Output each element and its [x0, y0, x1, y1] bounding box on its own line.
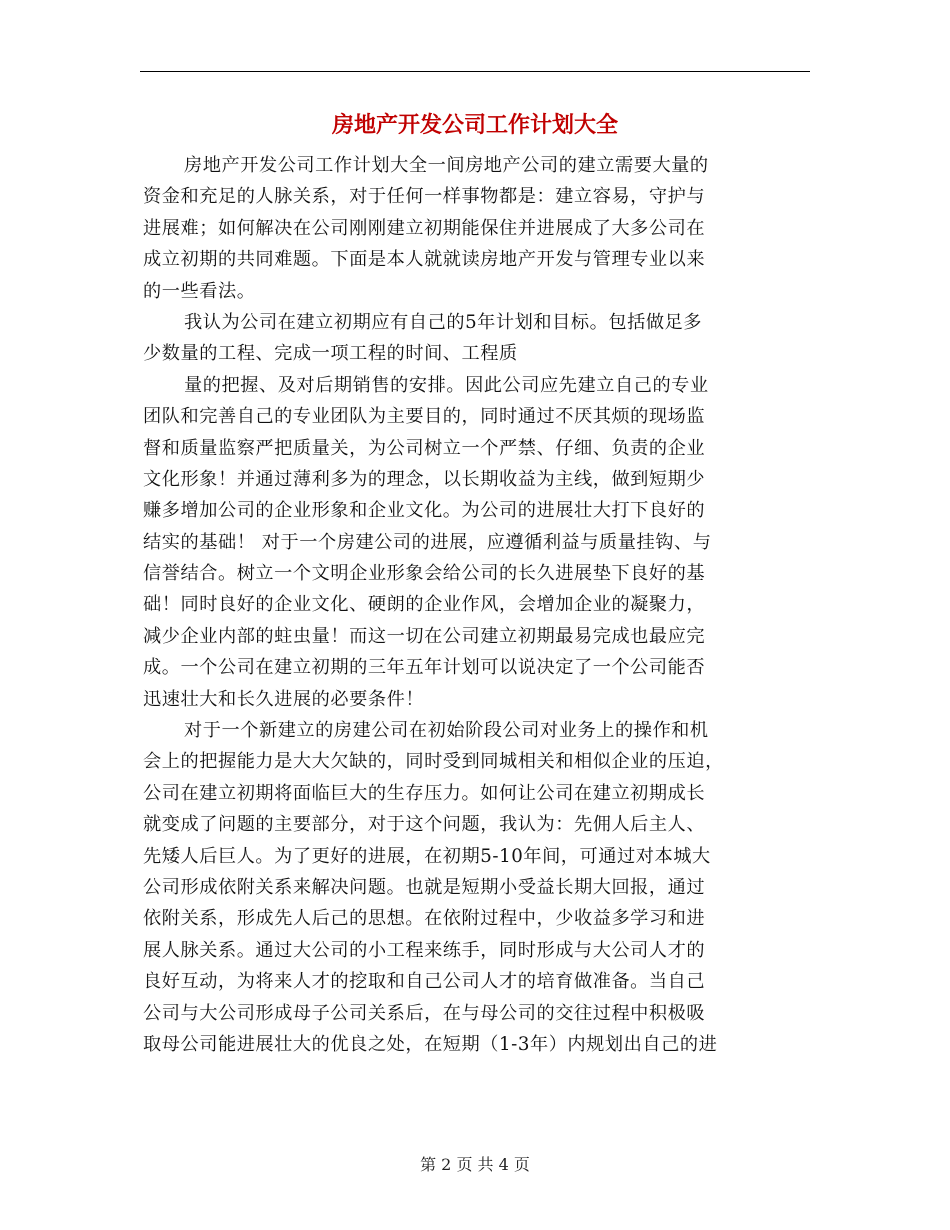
page-footer: 第 2 页 共 4 页 [420, 1155, 530, 1174]
text-line: 进展难；如何解决在公司刚刚建立初期能保住并进展成了大多公司在 [143, 217, 706, 239]
text-line: 减少企业内部的蛀虫量！而这一切在公司建立初期最易完成也最应完 [143, 625, 706, 647]
text-line: 依附关系，形成先人后己的思想。在依附过程中，少收益多学习和进 [143, 908, 706, 930]
text-line: 的一些看法。 [143, 280, 256, 302]
text-line: 展人脉关系。通过大公司的小工程来练手，同时形成与大公司人才的 [143, 939, 706, 961]
document-body [143, 150, 813, 1060]
text-line: 迅速壮大和长久进展的必要条件！ [143, 688, 425, 710]
text-line: 取母公司能进展壮大的优良之处，在短期（1-3年）内规划出自己的进 [143, 1033, 718, 1055]
text-line: 先矮人后巨人。为了更好的进展，在初期5-10年间，可通过对本城大 [143, 845, 711, 867]
text-line: 团队和完善自己的专业团队为主要目的，同时通过不厌其烦的现场监 [143, 406, 706, 428]
text-line: 督和质量监察严把质量关，为公司树立一个严禁、仔细、负责的企业 [143, 437, 706, 459]
text-line: 少数量的工程、完成一项工程的时间、工程质 [143, 343, 518, 365]
text-line: 房地产开发公司工作计划大全一间房地产公司的建立需要大量的 [184, 155, 709, 176]
text-line: 量的把握、及对后期销售的安排。因此公司应先建立自己的专业 [184, 374, 709, 396]
header-rule [140, 71, 810, 72]
document-title: 房地产开发公司工作计划大全 [331, 112, 618, 138]
text-line: 成立初期的共同难题。下面是本人就就读房地产开发与管理专业以来 [143, 249, 706, 271]
text-line: 结实的基础！ 对于一个房建公司的进展，应遵循利益与质量挂钩、与 [143, 531, 712, 553]
text-line: 公司形成依附关系来解决问题。也就是短期小受益长期大回报，通过 [143, 876, 706, 898]
text-line: 良好互动，为将来人才的挖取和自己公司人才的培育做准备。当自己 [143, 971, 706, 993]
text-line: 我认为公司在建立初期应有自己的5年计划和目标。包括做足多 [184, 311, 703, 333]
text-line: 公司与大公司形成母子公司关系后，在与母公司的交往过程中积极吸 [143, 1002, 706, 1024]
text-line: 信誉结合。树立一个文明企业形象会给公司的长久进展垫下良好的基 [143, 563, 706, 585]
text-line: 文化形象！并通过薄利多为的理念，以长期收益为主线，做到短期少 [143, 468, 706, 490]
text-line: 础！同时良好的企业文化、硬朗的企业作风，会增加企业的凝聚力， [143, 594, 706, 616]
text-line: 资金和充足的人脉关系，对于任何一样事物都是：建立容易，守护与 [143, 186, 706, 208]
text-line: 成。一个公司在建立初期的三年五年计划可以说决定了一个公司能否 [143, 657, 706, 679]
text-line: 公司在建立初期将面临巨大的生存压力。如何让公司在建立初期成长 [143, 782, 706, 804]
text-line: 就变成了问题的主要部分，对于这个问题，我认为：先佣人后主人、 [143, 814, 706, 836]
text-line: 对于一个新建立的房建公司在初始阶段公司对业务上的操作和机 [184, 720, 709, 742]
text-line: 赚多增加公司的企业形象和企业文化。为公司的进展壮大打下良好的 [143, 500, 706, 522]
text-line: 会上的把握能力是大大欠缺的，同时受到同城相关和相似企业的压迫， [143, 751, 724, 773]
